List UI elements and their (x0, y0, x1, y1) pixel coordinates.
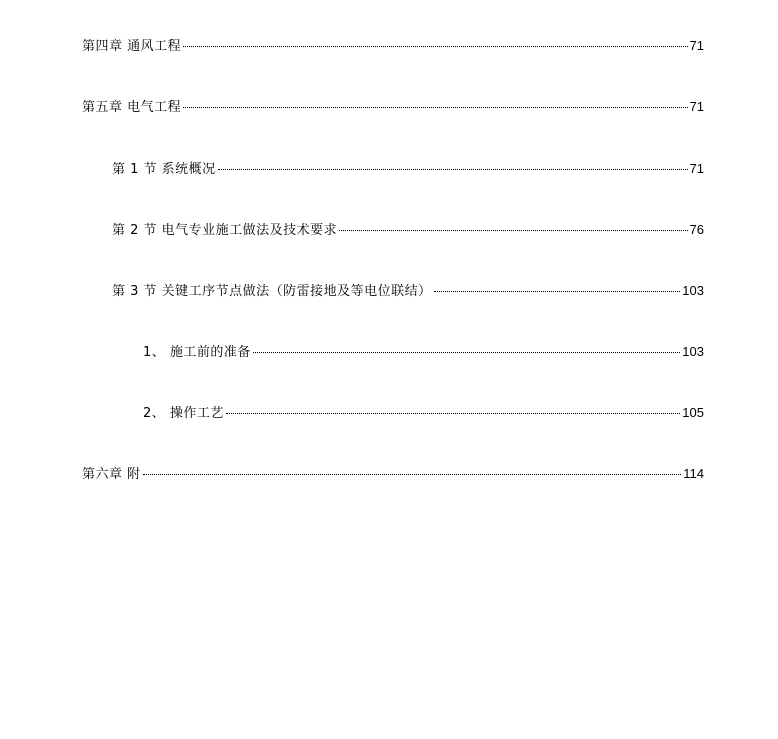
toc-entry-page: 71 (689, 38, 704, 53)
toc-entry-page: 114 (683, 466, 704, 481)
toc-entry-title: 2、 操作工艺 (143, 406, 224, 421)
toc-entry-page: 71 (689, 99, 704, 114)
toc-entry-title: 第六章 附 (82, 467, 141, 482)
toc-entry-title: 1、 施工前的准备 (143, 345, 251, 360)
toc-dot-leader (339, 230, 687, 231)
toc-entry-section-1[interactable] (112, 161, 704, 178)
toc-entry-title: 第四章 通风工程 (82, 39, 182, 54)
toc-entry-page: 105 (682, 405, 704, 420)
toc-entry-title: 第 2 节 电气专业施工做法及技术要求 (112, 223, 338, 238)
toc-entry-item-2[interactable] (143, 405, 704, 422)
toc-entry-section-2[interactable] (112, 222, 704, 239)
toc-entry-title: 第 1 节 系统概况 (112, 162, 216, 177)
toc-entry-page: 103 (682, 344, 704, 359)
toc-dot-leader (183, 46, 687, 47)
toc-dot-leader (183, 107, 687, 108)
toc-dot-leader (253, 352, 680, 353)
toc-entry-section-3[interactable] (112, 283, 704, 300)
toc-entry-title: 第五章 电气工程 (82, 100, 182, 115)
toc-entry-page: 76 (689, 222, 704, 237)
toc-entry-chapter-4[interactable] (82, 38, 704, 55)
toc-dot-leader (143, 474, 682, 475)
toc-dot-leader (434, 291, 681, 292)
toc-entry-page: 71 (689, 161, 704, 176)
toc-dot-leader (218, 169, 688, 170)
toc-entry-title: 第 3 节 关键工序节点做法（防雷接地及等电位联结） (112, 284, 432, 299)
toc-dot-leader (226, 413, 680, 414)
toc-entry-page: 103 (682, 283, 704, 298)
toc-entry-chapter-5[interactable] (82, 99, 704, 116)
toc-entry-item-1[interactable] (143, 344, 704, 361)
toc-entry-chapter-6[interactable] (82, 466, 704, 483)
